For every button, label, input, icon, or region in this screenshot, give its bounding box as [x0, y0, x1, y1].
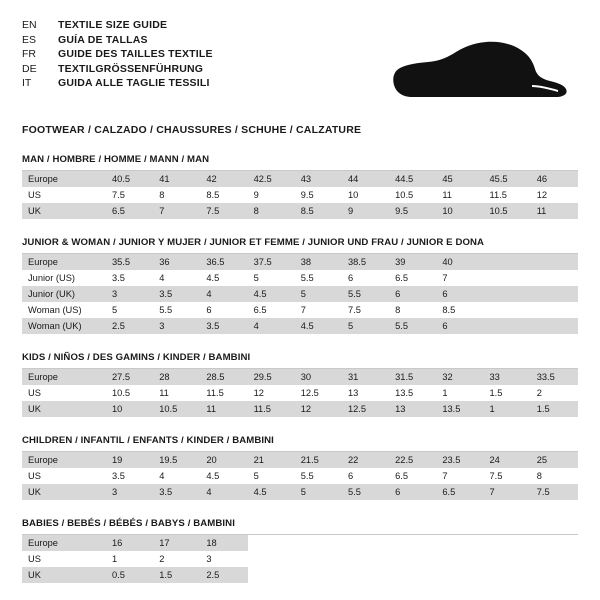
row-label: UK	[22, 401, 106, 417]
section-title: CHILDREN / INFANTIL / ENFANTS / KINDER / BAMBINI	[22, 435, 578, 452]
row-label: Europe	[22, 452, 106, 468]
row-label: US	[22, 385, 106, 401]
row-label: Europe	[22, 254, 106, 270]
language-row	[22, 33, 213, 48]
size-cell: 40	[436, 254, 483, 270]
size-cell: 46	[531, 171, 578, 187]
size-cell-empty	[531, 318, 578, 334]
language-code: EN	[22, 19, 37, 31]
size-cell: 6.5	[389, 270, 436, 286]
table-row	[22, 203, 578, 219]
row-label: UK	[22, 203, 106, 219]
size-cell: 6	[436, 286, 483, 302]
size-cell: 13.5	[389, 385, 436, 401]
size-cell-empty	[248, 551, 578, 567]
size-cell: 11.5	[484, 187, 531, 203]
size-cell: 3.5	[153, 286, 200, 302]
row-label: Europe	[22, 369, 106, 385]
size-cell: 3.5	[106, 270, 153, 286]
size-cell: 7	[436, 468, 483, 484]
size-cell: 2.5	[106, 318, 153, 334]
size-cell: 1	[484, 401, 531, 417]
section-babies	[22, 518, 578, 583]
section-man	[22, 154, 578, 219]
size-cell: 3.5	[153, 484, 200, 500]
row-label: Europe	[22, 171, 106, 187]
size-cell: 10	[106, 401, 153, 417]
size-cell: 7.5	[531, 484, 578, 500]
size-cell: 3	[200, 551, 247, 567]
size-cell: 7	[436, 270, 483, 286]
size-cell: 21.5	[295, 452, 342, 468]
size-cell: 16	[106, 535, 153, 551]
size-cell: 1.5	[484, 385, 531, 401]
size-cell: 36	[153, 254, 200, 270]
size-cell: 4.5	[248, 286, 295, 302]
size-cell: 12	[295, 401, 342, 417]
table-row	[22, 551, 578, 567]
size-cell: 18	[200, 535, 247, 551]
size-cell: 1	[436, 385, 483, 401]
size-cell: 8	[531, 468, 578, 484]
size-cell: 45.5	[484, 171, 531, 187]
size-cell: 28	[153, 369, 200, 385]
size-cell: 33.5	[531, 369, 578, 385]
language-code: IT	[22, 77, 32, 89]
size-cell: 11.5	[248, 401, 295, 417]
size-cell: 5.5	[342, 286, 389, 302]
size-cell: 10.5	[389, 187, 436, 203]
table-row	[22, 401, 578, 417]
size-cell: 1.5	[531, 401, 578, 417]
size-cell: 9	[342, 203, 389, 219]
size-cell: 22	[342, 452, 389, 468]
row-label: UK	[22, 484, 106, 500]
size-cell: 6.5	[389, 468, 436, 484]
size-cell: 32	[436, 369, 483, 385]
size-cell: 4.5	[200, 270, 247, 286]
size-cell: 30	[295, 369, 342, 385]
size-cell: 6.5	[248, 302, 295, 318]
size-cell: 5.5	[342, 484, 389, 500]
size-cell-empty	[484, 270, 531, 286]
language-title-list-body	[22, 18, 213, 91]
size-cell: 4.5	[295, 318, 342, 334]
section-title: JUNIOR & WOMAN / JUNIOR Y MUJER / JUNIOR ET FEMME / JUNIOR UND FRAU / JUNIOR E DONA	[22, 237, 578, 254]
size-cell: 6	[389, 286, 436, 302]
size-cell-empty	[531, 286, 578, 302]
size-cell: 31.5	[389, 369, 436, 385]
language-title: GUIDE DES TAILLES TEXTILE	[58, 48, 213, 60]
size-cell: 5	[295, 286, 342, 302]
size-cell: 13.5	[436, 401, 483, 417]
size-cell: 7	[153, 203, 200, 219]
table-row	[22, 369, 578, 385]
size-cell: 22.5	[389, 452, 436, 468]
size-cell: 7.5	[342, 302, 389, 318]
size-cell: 11.5	[200, 385, 247, 401]
size-cell: 38.5	[342, 254, 389, 270]
size-cell: 6	[200, 302, 247, 318]
size-cell: 25	[531, 452, 578, 468]
size-cell: 2.5	[200, 567, 247, 583]
size-cell: 8.5	[295, 203, 342, 219]
size-cell: 3	[106, 286, 153, 302]
size-cell: 5	[106, 302, 153, 318]
row-label: Junior (UK)	[22, 286, 106, 302]
language-row	[22, 47, 213, 62]
size-cell: 2	[531, 385, 578, 401]
footwear-category-line: FOOTWEAR / CALZADO / CHAUSSURES / SCHUHE / CALZATURE	[22, 124, 362, 136]
size-cell: 6	[436, 318, 483, 334]
size-cell: 3.5	[200, 318, 247, 334]
row-label: US	[22, 551, 106, 567]
size-cell: 9.5	[295, 187, 342, 203]
row-label: Woman (US)	[22, 302, 106, 318]
table-row	[22, 187, 578, 203]
size-cell: 2	[153, 551, 200, 567]
row-label: Woman (UK)	[22, 318, 106, 334]
document-header	[22, 18, 578, 110]
size-cell-empty	[248, 535, 578, 551]
table-row	[22, 171, 578, 187]
size-cell: 37.5	[248, 254, 295, 270]
size-cell: 13	[389, 401, 436, 417]
table-row	[22, 535, 578, 551]
size-cell: 10.5	[484, 203, 531, 219]
size-cell: 10.5	[153, 401, 200, 417]
size-cell: 42	[200, 171, 247, 187]
section-title: KIDS / NIÑOS / DES GAMINS / KINDER / BAMBINI	[22, 352, 578, 369]
size-cell: 12.5	[295, 385, 342, 401]
size-cell: 0.5	[106, 567, 153, 583]
size-cell: 10.5	[106, 385, 153, 401]
size-cell: 7.5	[106, 187, 153, 203]
size-cell-empty	[248, 567, 578, 583]
size-cell: 13	[342, 385, 389, 401]
size-cell: 3	[153, 318, 200, 334]
size-cell: 21	[248, 452, 295, 468]
size-cell: 10	[342, 187, 389, 203]
size-cell: 29.5	[248, 369, 295, 385]
size-cell-empty	[531, 254, 578, 270]
section-junior-woman	[22, 237, 578, 334]
size-cell: 6	[342, 468, 389, 484]
size-cell: 8.5	[436, 302, 483, 318]
size-cell: 28.5	[200, 369, 247, 385]
size-cell: 24	[484, 452, 531, 468]
language-code: DE	[22, 62, 37, 75]
size-cell: 8.5	[200, 187, 247, 203]
size-cell: 4	[200, 286, 247, 302]
size-table-babies	[22, 535, 578, 583]
size-cell: 44	[342, 171, 389, 187]
size-cell-empty	[484, 318, 531, 334]
size-cell: 9	[248, 187, 295, 203]
size-cell: 4	[153, 270, 200, 286]
size-cell: 8	[248, 203, 295, 219]
size-cell: 9.5	[389, 203, 436, 219]
size-cell: 1	[106, 551, 153, 567]
row-label: Europe	[22, 535, 106, 551]
size-cell-empty	[531, 270, 578, 286]
size-cell: 33	[484, 369, 531, 385]
table-row	[22, 385, 578, 401]
size-cell: 5	[248, 468, 295, 484]
size-cell: 31	[342, 369, 389, 385]
size-cell: 4.5	[248, 484, 295, 500]
size-cell-empty	[484, 286, 531, 302]
language-code: FR	[22, 48, 36, 60]
size-table-children	[22, 452, 578, 500]
table-row	[22, 567, 578, 583]
size-cell: 12	[248, 385, 295, 401]
size-cell: 1.5	[153, 567, 200, 583]
size-table-junior-woman	[22, 254, 578, 334]
size-cell-empty	[531, 302, 578, 318]
size-cell: 7.5	[200, 203, 247, 219]
section-children	[22, 435, 578, 500]
table-row	[22, 286, 578, 302]
size-cell: 6.5	[436, 484, 483, 500]
size-cell: 5	[342, 318, 389, 334]
language-row	[22, 62, 213, 77]
size-cell: 39	[389, 254, 436, 270]
size-cell: 44.5	[389, 171, 436, 187]
size-cell: 12.5	[342, 401, 389, 417]
size-cell-empty	[484, 254, 531, 270]
size-cell: 12	[531, 187, 578, 203]
size-cell: 4	[153, 468, 200, 484]
size-table-kids	[22, 369, 578, 417]
size-cell: 7	[484, 484, 531, 500]
size-cell: 42.5	[248, 171, 295, 187]
size-cell: 38	[295, 254, 342, 270]
language-title-list	[22, 18, 213, 91]
size-cell: 27.5	[106, 369, 153, 385]
language-row	[22, 18, 213, 33]
size-cell: 4	[248, 318, 295, 334]
size-cell: 19.5	[153, 452, 200, 468]
size-cell: 3.5	[106, 468, 153, 484]
size-cell: 5.5	[153, 302, 200, 318]
size-cell: 7.5	[484, 468, 531, 484]
size-cell: 11	[200, 401, 247, 417]
table-row	[22, 484, 578, 500]
size-table-man	[22, 171, 578, 219]
size-cell: 6.5	[106, 203, 153, 219]
size-cell: 5.5	[389, 318, 436, 334]
size-cell: 19	[106, 452, 153, 468]
size-cell: 5	[248, 270, 295, 286]
table-row	[22, 254, 578, 270]
size-cell: 11	[531, 203, 578, 219]
row-label: Junior (US)	[22, 270, 106, 286]
table-row	[22, 270, 578, 286]
size-cell-empty	[484, 302, 531, 318]
language-code: ES	[22, 33, 37, 46]
size-cell: 17	[153, 535, 200, 551]
size-cell: 6	[342, 270, 389, 286]
size-cell: 10	[436, 203, 483, 219]
size-cell: 20	[200, 452, 247, 468]
size-cell: 7	[295, 302, 342, 318]
language-title: GUÍA DE TALLAS	[58, 33, 148, 46]
size-cell: 8	[153, 187, 200, 203]
language-title: TEXTILGRÖSSENFÜHRUNG	[58, 62, 204, 75]
size-cell: 4.5	[200, 468, 247, 484]
row-label: US	[22, 187, 106, 203]
section-title: MAN / HOMBRE / HOMME / MANN / MAN	[22, 154, 578, 171]
size-cell: 36.5	[200, 254, 247, 270]
size-cell: 45	[436, 171, 483, 187]
size-cell: 11	[153, 385, 200, 401]
size-cell: 40.5	[106, 171, 153, 187]
row-label: UK	[22, 567, 106, 583]
size-cell: 3	[106, 484, 153, 500]
section-title: BABIES / BEBÉS / BÉBÉS / BABYS / BAMBINI	[22, 518, 578, 535]
row-label: US	[22, 468, 106, 484]
size-cell: 6	[389, 484, 436, 500]
size-cell: 8	[389, 302, 436, 318]
language-row	[22, 76, 213, 91]
language-title: TEXTILE SIZE GUIDE	[58, 19, 168, 31]
table-row	[22, 452, 578, 468]
section-kids	[22, 352, 578, 417]
size-cell: 4	[200, 484, 247, 500]
size-cell: 23.5	[436, 452, 483, 468]
table-row	[22, 318, 578, 334]
table-row	[22, 302, 578, 318]
size-cell: 5.5	[295, 468, 342, 484]
size-cell: 35.5	[106, 254, 153, 270]
size-cell: 43	[295, 171, 342, 187]
table-row	[22, 468, 578, 484]
size-cell: 5	[295, 484, 342, 500]
dress-shoe-icon	[382, 40, 572, 102]
language-title: GUIDA ALLE TAGLIE TESSILI	[58, 77, 210, 89]
size-cell: 41	[153, 171, 200, 187]
size-cell: 11	[436, 187, 483, 203]
size-cell: 5.5	[295, 270, 342, 286]
